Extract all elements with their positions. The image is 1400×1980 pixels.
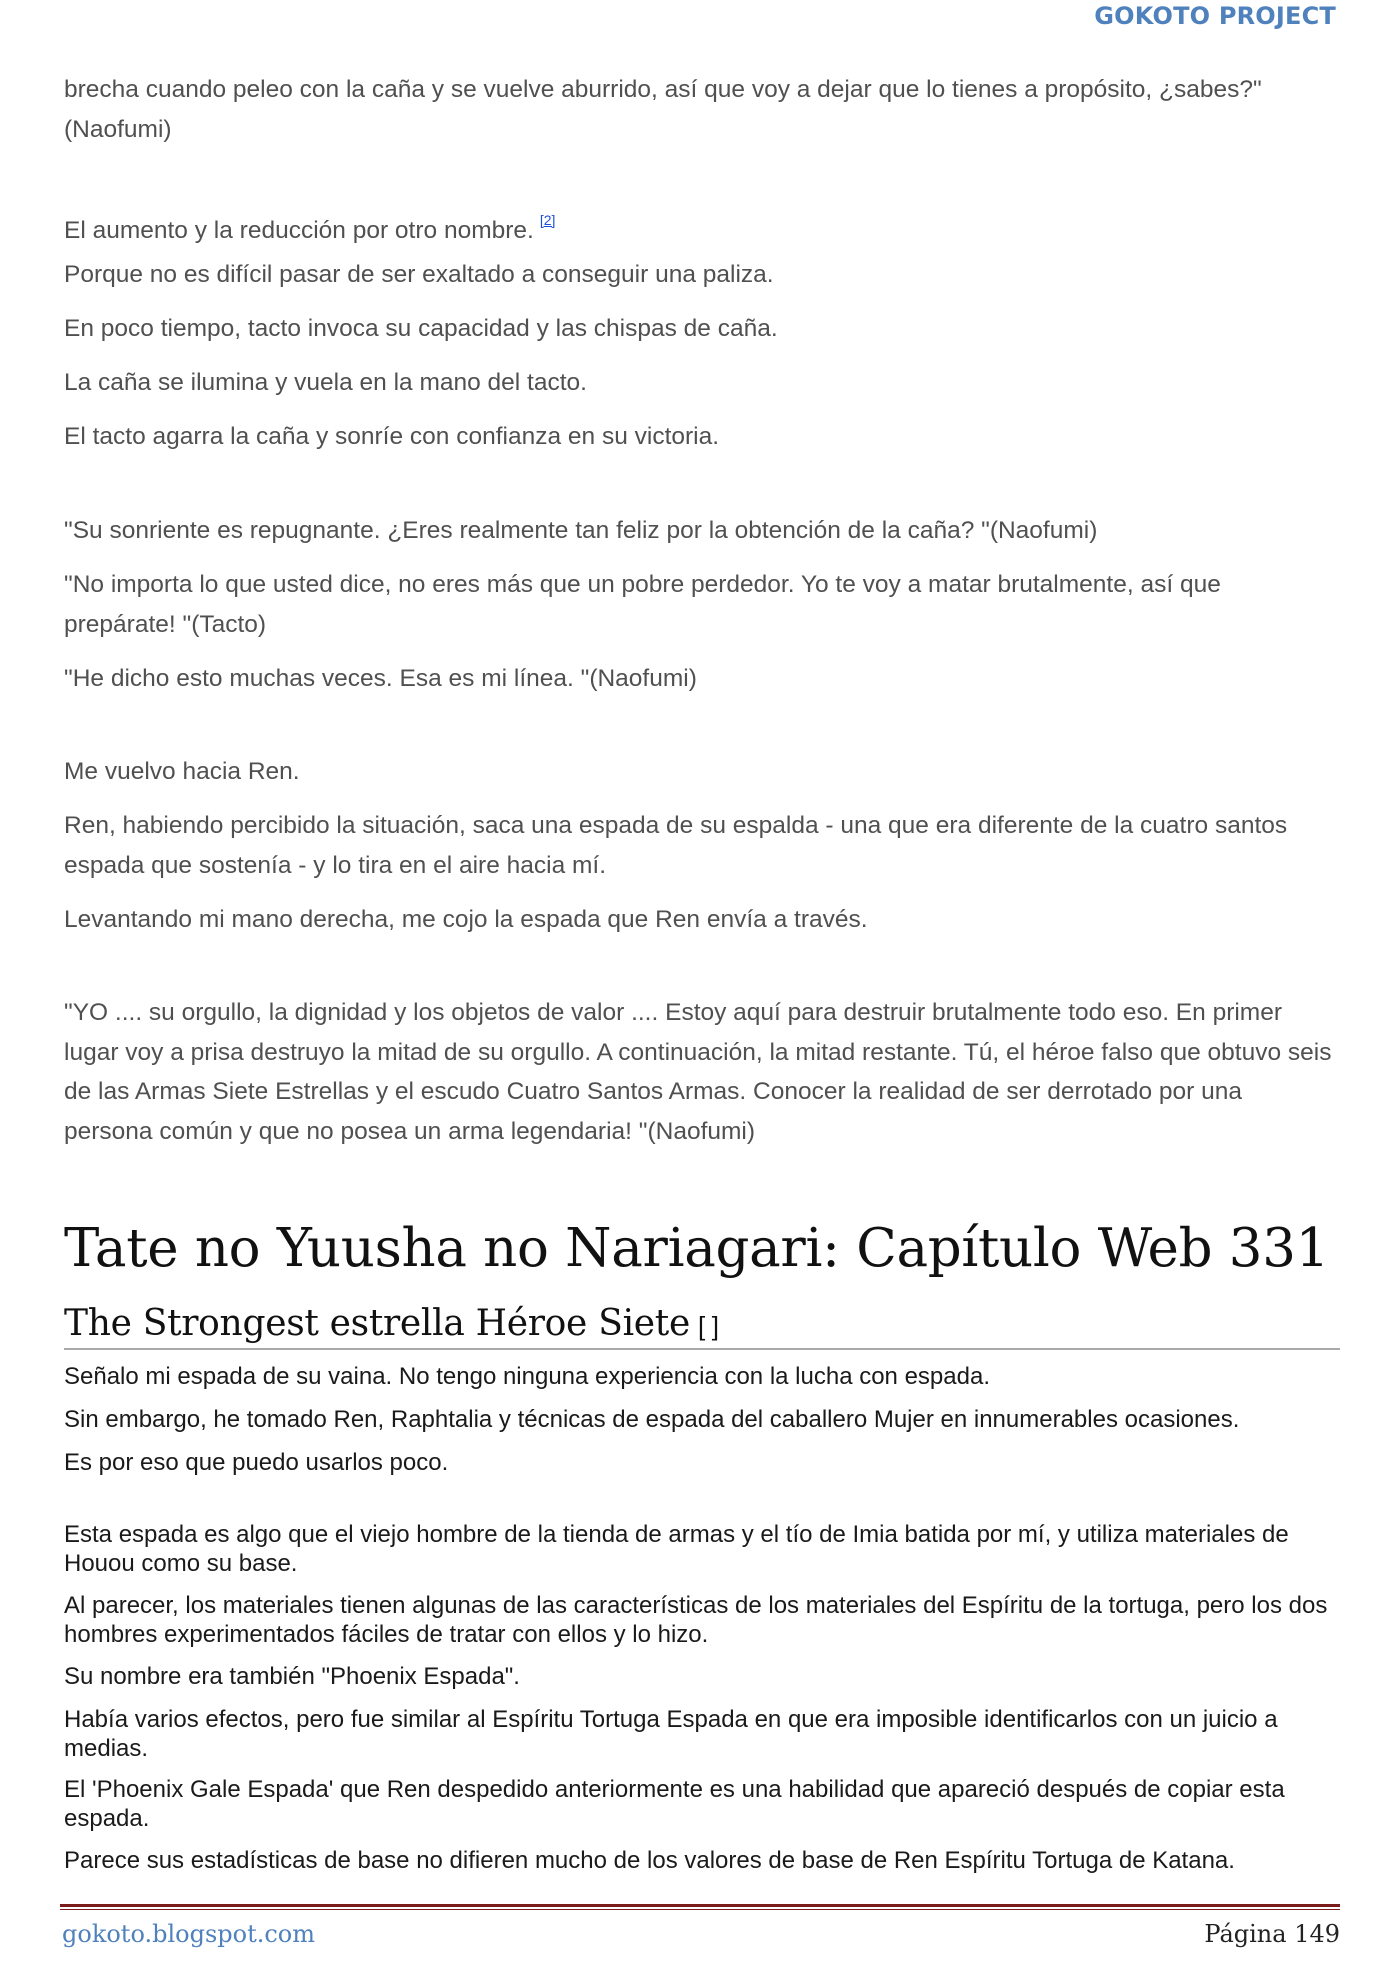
paragraph-text: Al parecer, los materiales tienen algunas de las características de los materiales del Espíritu de la tortuga, pero los dos hombres experimentados fáciles de tratar con ellos y lo hizo. xyxy=(64,1592,1328,1648)
section-paragraph xyxy=(64,1520,1344,1578)
chapter-title: Tate no Yuusha no Nariagari: Capítulo Web 331 xyxy=(64,1218,1330,1279)
paragraph-text: Porque no es difícil pasar de ser exaltado a conseguir una paliza. xyxy=(64,261,774,288)
paragraph xyxy=(64,309,1334,349)
paragraph xyxy=(64,806,1334,885)
paragraph xyxy=(64,511,1334,551)
paragraph xyxy=(64,900,1334,940)
paragraph-text: "No importa lo que usted dice, no eres más que un pobre perdedor. Yo te voy a matar brutalmente, así que prepárate! "(Tacto) xyxy=(64,571,1221,638)
chapter-subtitle-text: The Strongest estrella Héroe Siete xyxy=(64,1303,690,1344)
header-project-name: GOKOTO PROJECT xyxy=(1094,2,1336,30)
paragraph xyxy=(64,70,1334,149)
section-paragraph xyxy=(64,1591,1344,1649)
footer-page-number: Página 149 xyxy=(1204,1920,1340,1948)
paragraph-text: El tacto agarra la caña y sonríe con confianza en su victoria. xyxy=(64,423,720,450)
paragraph-text: Esta espada es algo que el viejo hombre de la tienda de armas y el tío de Imia batida por mí, y utiliza materiales de Houou como su base. xyxy=(64,1521,1289,1577)
paragraph-text: Parece sus estadísticas de base no difieren mucho de los valores de base de Ren Espíritu Tortuga de Katana. xyxy=(64,1847,1235,1874)
paragraph-text: Su nombre era también "Phoenix Espada". xyxy=(64,1663,520,1690)
section-paragraph xyxy=(64,1705,1344,1763)
footer-site-link[interactable]: gokoto.blogspot.com xyxy=(62,1920,316,1948)
paragraph xyxy=(64,659,1334,699)
paragraph xyxy=(64,565,1334,644)
paragraph xyxy=(64,993,1334,1151)
paragraph-text: En poco tiempo, tacto invoca su capacidad y las chispas de caña. xyxy=(64,315,778,342)
paragraph-text: "YO .... su orgullo, la dignidad y los objetos de valor .... Estoy aquí para destruir brutalmente todo eso. En primer lugar voy a prisa destruyo la mitad de su orgullo. A continuación, la mitad restante. Tú, el héroe falso que obtuvo seis de las Armas Siete Estrellas y el escudo Cuatro Santos Armas. Conocer la realidad de ser derrotado por una persona común y que no posea un arma legendaria! "(Naofumi) xyxy=(64,999,1332,1145)
paragraph xyxy=(64,363,1334,403)
section-paragraph xyxy=(64,1448,1344,1477)
paragraph-text: Levantando mi mano derecha, me cojo la espada que Ren envía a través. xyxy=(64,906,868,933)
paragraph-text: Había varios efectos, pero fue similar al Espíritu Tortuga Espada en que era imposible identificarlos con un juicio a medias. xyxy=(64,1706,1278,1762)
footer-divider xyxy=(60,1904,1340,1907)
paragraph-text: "He dicho esto muchas veces. Esa es mi línea. "(Naofumi) xyxy=(64,665,697,692)
paragraph xyxy=(64,417,1334,457)
paragraph-text: Me vuelvo hacia Ren. xyxy=(64,758,300,785)
paragraph xyxy=(64,201,1334,251)
section-paragraph xyxy=(64,1846,1344,1875)
paragraph-text: La caña se ilumina y vuela en la mano del tacto. xyxy=(64,369,587,396)
paragraph-text: Ren, habiendo percibido la situación, saca una espada de su espalda - una que era diferente de la cuatro santos espada que sostenía - y lo tira en el aire hacia mí. xyxy=(64,812,1288,879)
footnote-reference-link[interactable]: [2] xyxy=(539,212,556,228)
paragraph xyxy=(64,255,1334,295)
section-paragraph xyxy=(64,1775,1344,1833)
chapter-subtitle xyxy=(64,1303,1340,1350)
paragraph-text: El aumento y la reducción por otro nombre. xyxy=(64,217,534,244)
section-paragraph xyxy=(64,1362,1344,1391)
paragraph-text: Señalo mi espada de su vaina. No tengo ninguna experiencia con la lucha con espada. xyxy=(64,1363,990,1390)
paragraph-text: brecha cuando peleo con la caña y se vuelve aburrido, así que voy a dejar que lo tienes a propósito, ¿sabes?" (Naofumi) xyxy=(64,76,1262,143)
footer-divider-thin xyxy=(60,1909,1340,1910)
paragraph-text: El 'Phoenix Gale Espada' que Ren despedido anteriormente es una habilidad que apareció después de copiar esta espada. xyxy=(64,1776,1285,1832)
paragraph-text: "Su sonriente es repugnante. ¿Eres realmente tan feliz por la obtención de la caña? "(Naofumi) xyxy=(64,517,1098,544)
edit-section-link[interactable]: [ ] xyxy=(697,1311,719,1341)
paragraph-text: Sin embargo, he tomado Ren, Raphtalia y técnicas de espada del caballero Mujer en innumerables ocasiones. xyxy=(64,1406,1240,1433)
paragraph xyxy=(64,752,1334,792)
paragraph-text: Es por eso que puedo usarlos poco. xyxy=(64,1449,449,1476)
section-paragraph xyxy=(64,1405,1344,1434)
section-paragraph xyxy=(64,1662,1344,1691)
